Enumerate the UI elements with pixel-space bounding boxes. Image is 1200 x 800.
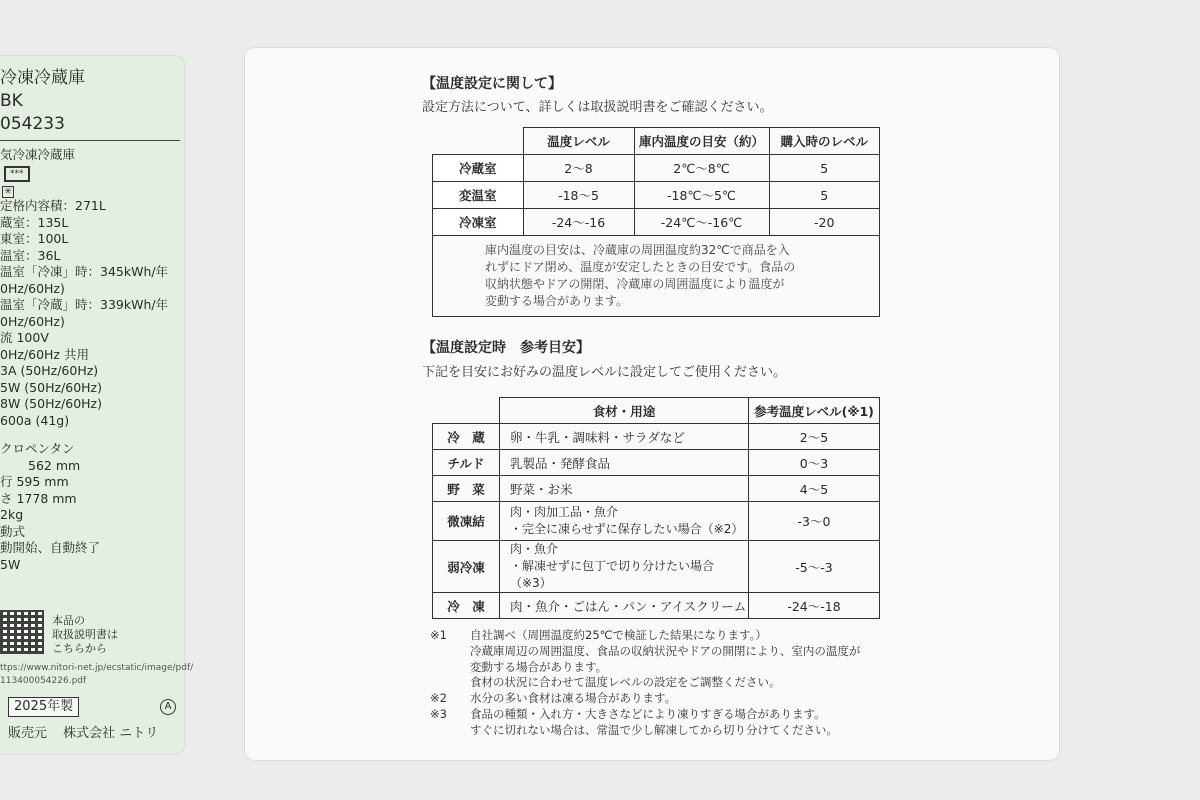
spec-line: 5W (50Hz/60Hz) bbox=[0, 379, 102, 395]
spec-line: 動開始、自動終了 bbox=[0, 540, 101, 555]
qr-code-icon[interactable] bbox=[0, 610, 44, 654]
row-use: 肉・魚介・ごはん・パン・アイスクリーム bbox=[500, 593, 749, 619]
section2-intro: 下記を目安にお好みの温度レベルに設定してご使用ください。 bbox=[422, 365, 787, 380]
row-level: 4～5 bbox=[749, 476, 880, 502]
spec-rating-marks bbox=[0, 164, 185, 182]
spec-line: 0Hz/60Hz) bbox=[0, 313, 65, 329]
row-level: -24～-18 bbox=[749, 593, 880, 619]
footnote-mark: ※3 bbox=[430, 706, 447, 721]
table-row bbox=[433, 450, 880, 476]
row-use: 肉・魚介 ・解凍せずに包丁で切り分けたい場合（※3） bbox=[500, 541, 749, 593]
row-header: 冷蔵室 bbox=[433, 155, 524, 182]
footnote-1: ※1 自社調べ（周囲温度約25℃で検証した結果になります。） 冷蔵庫周辺の周囲温度、食品の収納状況やドアの開閉により、室内の温度が 変動する場合があります。 食材の状況に合わせて温度レベルの設定をご調整ください。 bbox=[430, 628, 861, 690]
row-header: 変温室 bbox=[433, 182, 524, 209]
spec-line: 気冷凍冷蔵庫 bbox=[0, 147, 76, 162]
row-level: 2～5 bbox=[749, 424, 880, 450]
spec-line: 8W (50Hz/60Hz) bbox=[0, 396, 102, 411]
cell-level: -24～-16 bbox=[523, 209, 634, 236]
row-category: 弱冷凍 bbox=[433, 541, 500, 593]
manual-url[interactable]: ttps://www.nitori-net.jp/ecstatic/image/pdf/ 113400054226.pdf bbox=[0, 663, 194, 686]
cell-temp: -18℃～5℃ bbox=[634, 182, 769, 209]
table-row bbox=[433, 182, 880, 209]
row-level: 0～3 bbox=[749, 450, 880, 476]
reference-guide-table bbox=[432, 397, 880, 619]
section1-heading: 【温度設定に関して】 bbox=[422, 76, 562, 92]
spec-product-type: 冷凍冷蔵庫 bbox=[0, 68, 85, 88]
row-use: 卵・牛乳・調味料・サラダなど bbox=[500, 424, 749, 450]
section2-heading: 【温度設定時 参考目安】 bbox=[422, 340, 590, 356]
spec-line: 0Hz/60Hz) bbox=[0, 280, 65, 296]
cell-temp: 2℃～8℃ bbox=[634, 155, 769, 182]
a-mark-icon: A bbox=[160, 699, 176, 715]
row-category: 野 菜 bbox=[433, 476, 500, 502]
cell-initial: 5 bbox=[769, 182, 880, 209]
table-row bbox=[433, 424, 880, 450]
seller-label: 販売元 bbox=[8, 726, 48, 741]
manufacture-year: 2025年製 bbox=[8, 697, 79, 717]
col-header-level: 温度レベル bbox=[523, 128, 634, 155]
spec-line: 562 mm bbox=[28, 457, 81, 473]
spec-line: 温室「冷蔵」時：339kWh/年 bbox=[0, 297, 169, 312]
spec-line: 2kg bbox=[0, 507, 24, 522]
footnote-mark: ※2 bbox=[430, 691, 447, 706]
col-header-temp: 庫内温度の目安（約） bbox=[634, 128, 769, 155]
seller-name: 株式会社 ニトリ bbox=[63, 726, 159, 741]
cell-level: 2～8 bbox=[523, 155, 634, 182]
row-category: 微凍結 bbox=[433, 502, 500, 541]
table-row bbox=[433, 593, 880, 619]
qr-row bbox=[0, 610, 185, 660]
row-category: 冷 凍 bbox=[433, 593, 500, 619]
footnotes bbox=[430, 628, 860, 739]
spec-line: 定格内容積：271L bbox=[0, 198, 106, 213]
row-use: 肉・肉加工品・魚介 ・完全に凍らせずに保存したい場合（※2） bbox=[500, 502, 749, 541]
footnote-2: ※2 水分の多い食材は凍る場合があります。 bbox=[430, 691, 677, 706]
spec-line: 行 595 mm bbox=[0, 474, 69, 489]
row-level: -5～-3 bbox=[749, 541, 880, 593]
spec-color-code: BK bbox=[0, 91, 23, 111]
cell-initial: 5 bbox=[769, 155, 880, 182]
table-note-row bbox=[433, 236, 880, 317]
seller bbox=[8, 725, 170, 743]
spec-label bbox=[0, 55, 194, 755]
col-header-ref-level: 参考温度レベル(※1) bbox=[749, 398, 880, 424]
row-use: 乳製品・発酵食品 bbox=[500, 450, 749, 476]
temperature-guide-sheet bbox=[245, 48, 1059, 760]
cell-temp: -24℃～-16℃ bbox=[634, 209, 769, 236]
spec-line: 流 100V bbox=[0, 330, 49, 345]
col-header-initial: 購入時のレベル bbox=[769, 128, 880, 155]
row-category: チルド bbox=[433, 450, 500, 476]
table-row bbox=[433, 155, 880, 182]
spec-line: 600a (41g) bbox=[0, 412, 70, 428]
spec-line: 動式 bbox=[0, 523, 26, 539]
spec-line: 蔵室：135L bbox=[0, 214, 69, 230]
snowflake-icon: ✳ bbox=[2, 186, 14, 198]
row-level: -3～0 bbox=[749, 502, 880, 541]
cell-initial: -20 bbox=[769, 209, 880, 236]
spec-model-number: 054233 bbox=[0, 114, 65, 134]
cell-level: -18～5 bbox=[523, 182, 634, 209]
table-row bbox=[433, 476, 880, 502]
spec-snow-row bbox=[0, 182, 185, 199]
spec-line: クロペンタン bbox=[0, 441, 75, 456]
col-header-use: 食材・用途 bbox=[500, 398, 749, 424]
spec-line: 温室「冷凍」時：345kWh/年 bbox=[0, 264, 169, 279]
spec-line: 0Hz/60Hz 共用 bbox=[0, 346, 89, 362]
row-use: 野菜・お米 bbox=[500, 476, 749, 502]
spec-text bbox=[0, 67, 185, 573]
section1-intro: 設定方法について、詳しくは取扱説明書をご確認ください。 bbox=[422, 100, 773, 115]
spec-line: 5W bbox=[0, 556, 21, 572]
spec-line: さ 1778 mm bbox=[0, 490, 77, 506]
table-note: 庫内温度の目安は、冷蔵庫の周囲温度約32℃で商品を入 れずにドア閉め、温度が安定したときの目安です。食品の 収納状態やドアの開閉、冷蔵庫の周囲温度により温度が 変動する場合があります。 bbox=[433, 236, 880, 317]
table-row bbox=[433, 502, 880, 541]
row-header: 冷凍室 bbox=[433, 209, 524, 236]
qr-caption: 本品の 取扱説明書は こちらから bbox=[52, 614, 118, 655]
spec-line: 3A (50Hz/60Hz) bbox=[0, 363, 99, 378]
table-row bbox=[433, 541, 880, 593]
stars-mark: *** bbox=[4, 166, 30, 182]
row-category: 冷 蔵 bbox=[433, 424, 500, 450]
spec-line: 東室：100L bbox=[0, 231, 69, 246]
footnote-3: ※3 食品の種類・入れ方・大きさなどにより凍りすぎる場合があります。 すぐに切れない場合は、常温で少し解凍してから切り分けてください。 bbox=[430, 706, 838, 737]
spec-divider bbox=[0, 140, 180, 141]
footnote-mark: ※1 bbox=[430, 628, 447, 642]
spec-line: 温室：36L bbox=[0, 247, 61, 263]
table-row bbox=[433, 209, 880, 236]
temperature-setting-table bbox=[432, 127, 880, 317]
